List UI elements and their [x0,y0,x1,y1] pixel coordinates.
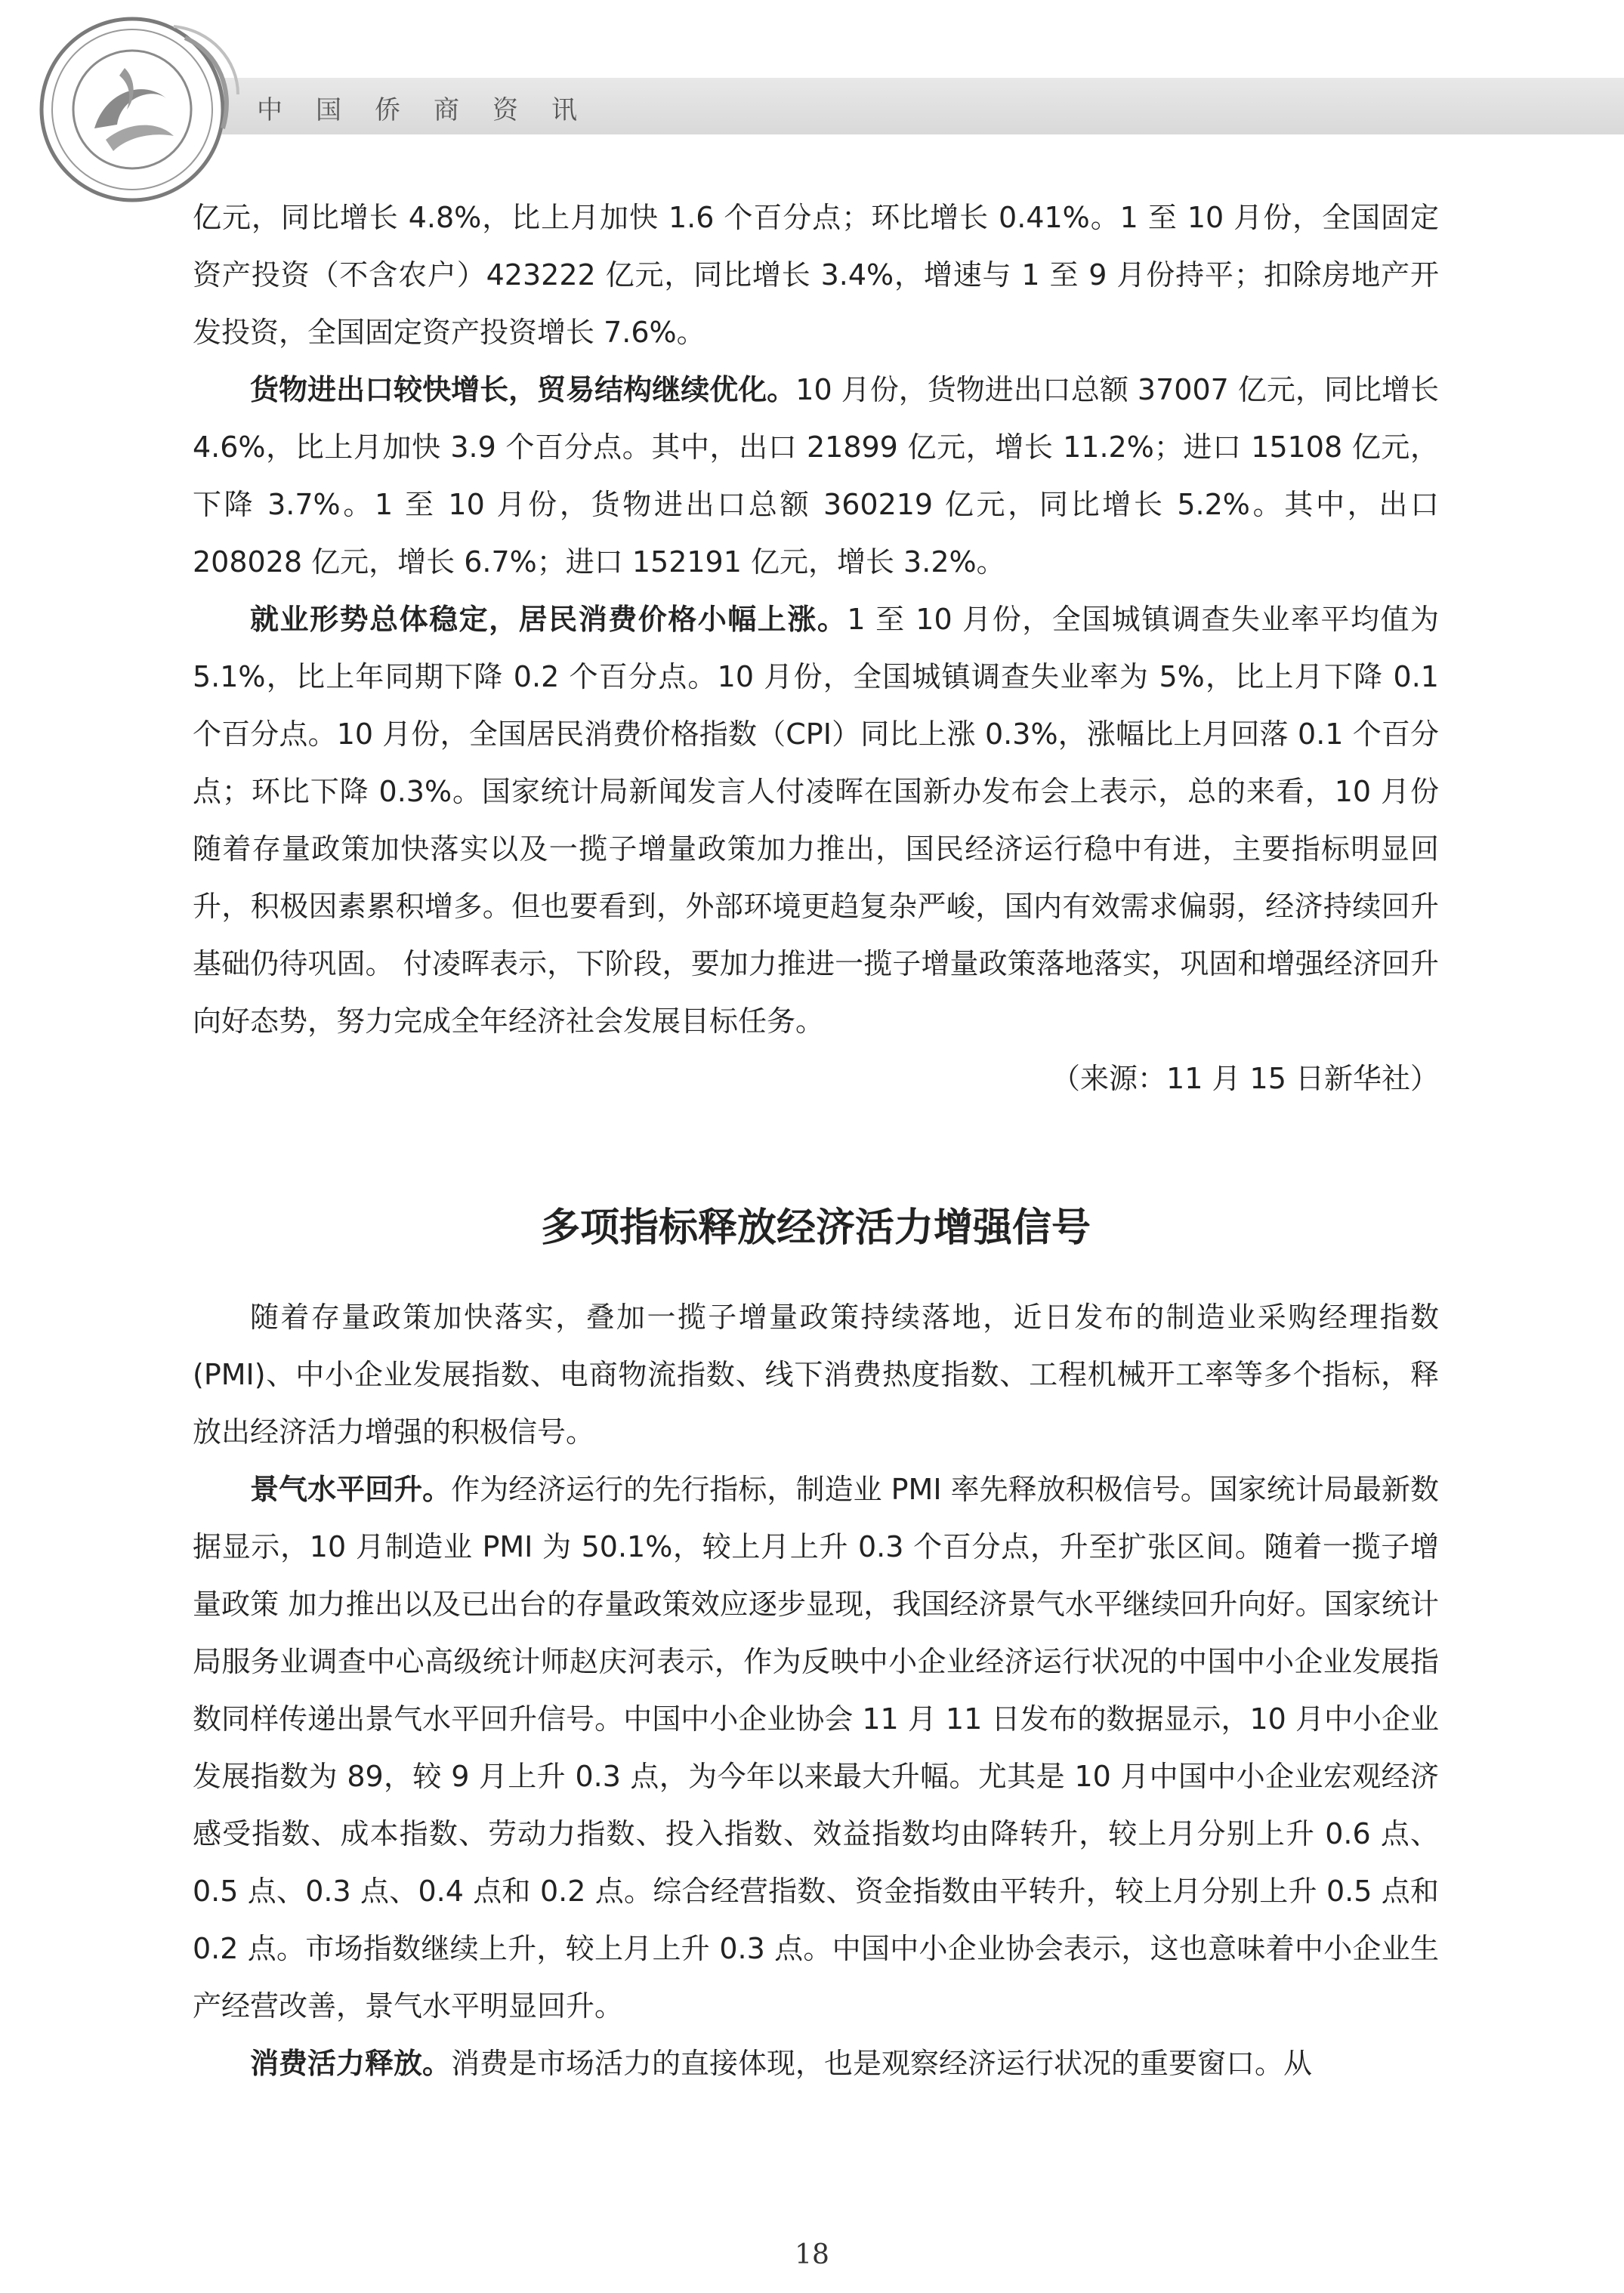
paragraph-body: 10 月份，货物进出口总额 37007 亿元，同比增长 4.6%，比上月加快 3.9 个百分点。其中，出口 21899 亿元，增长 11.2%；进口 15108 亿元，下降 3.7%。1 至 10 月份，货物进出口总额 360219 亿元，同比增长 5.2%。其中，出口 208028 亿元，增长 6.7%；进口 152191 亿元，增长 3.2%。 [193,373,1439,579]
logo-seal-icon [23,8,242,211]
publication-title: 中国侨商资讯 [257,95,610,125]
paragraph-lead: 就业形势总体稳定，居民消费价格小幅上涨。 [250,603,848,636]
article-title: 多项指标释放经济活力增强信号 [540,1205,1091,1251]
paragraph-consumption [193,2035,1439,2092]
paragraph-intro: 随着存量政策加快落实，叠加一揽子增量政策持续落地，近日发布的制造业采购经理指数 (PMI)、中小企业发展指数、电商物流指数、线下消费热度指数、工程机械开工率等多个指标，释放出经济活力增强的积极信号。 [193,1301,1439,1449]
paragraph-lead: 景气水平回升。 [250,1473,452,1506]
page-number: 18 [795,2239,829,2270]
paragraph-lead: 货物进出口较快增长，贸易结构继续优化。 [250,373,796,406]
paragraph-employment [193,591,1439,1050]
paragraph-prosperity [193,1461,1439,2035]
paragraph-lead: 消费活力释放。 [250,2047,452,2080]
paragraph-continuation: 亿元，同比增长 4.8%，比上月加快 1.6 个百分点；环比增长 0.41%。1 至 10 月份，全国固定资产投资（不含农户）423222 亿元，同比增长 3.4%，增速与 1 至 9 月份持平；扣除房地产开发投资，全国固定资产投资增长 7.6%。 [193,201,1439,349]
article-source: （来源：11 月 15 日新华社） [1051,1062,1439,1095]
paragraph-body: 消费是市场活力的直接体现，也是观察经济运行状况的重要窗口。从 [451,2047,1313,2080]
paragraph-body: 1 至 10 月份，全国城镇调查失业率平均值为 5.1%，比上年同期下降 0.2 个百分点。10 月份，全国城镇调查失业率为 5%，比上月下降 0.1 个百分点。10 月份，全国居民消费价格指数（CPI）同比上涨 0.3%，涨幅比上月回落 0.1 个百分点；环比下降 0.3%。国家统计局新闻发言人付凌晖在国新办发布会上表示，总的来看，10 月份随着存量政策加快落实以及一揽子增量政策加力推出，国民经济运行稳中有进，主要指标明显回升，积极因素累积增多。但也要看到，外部环境更趋复杂严峻，国内有效需求偏弱，经济持续回升基础仍待巩固。 付凌晖表示，下阶段，要加力推进一揽子增量政策落地落实，巩固和增强经济回升向好态势，努力完成全年经济社会发展目标任务。 [193,603,1439,1038]
paragraph-body: 作为经济运行的先行指标，制造业 PMI 率先释放积极信号。国家统计局最新数据显示，10 月制造业 PMI 为 50.1%，较上月上升 0.3 个百分点，升至扩张区间。随着一揽子增量政策 加力推出以及已出台的存量政策效应逐步显现，我国经济景气水平继续回升向好。国家统计局服务业调查中心高级统计师赵庆河表示，作为反映中小企业经济运行状况的中国中小企业发展指数同样传递出景气水平回升信号。中国中小企业协会 11 月 11 日发布的数据显示，10 月中小企业发展指数为 89，较 9 月上升 0.3 点，为今年以来最大升幅。尤其是 10 月中国中小企业宏观经济感受指数、成本指数、劳动力指数、投入指数、效益指数均由降转升，较上月分别上升 0.6 点、0.5 点、0.3 点、0.4 点和 0.2 点。综合经营指数、资金指数由平转升，较上月分别上升 0.5 点和 0.2 点。市场指数继续上升，较上月上升 0.3 点。中国中小企业协会表示，这也意味着中小企业生产经营改善，景气水平明显回升。 [193,1473,1439,2023]
paragraph-trade [193,361,1439,591]
organization-logo [23,8,242,211]
page-content [193,189,1439,2092]
